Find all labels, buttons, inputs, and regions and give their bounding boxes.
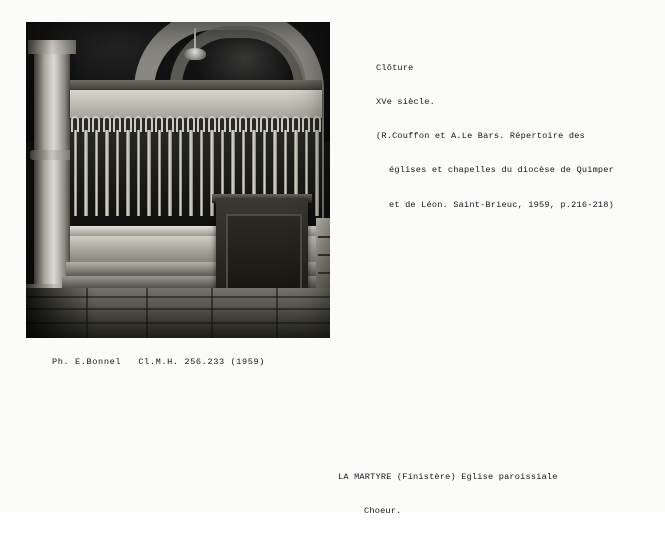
colonnette xyxy=(70,118,81,230)
pillar-ring xyxy=(30,150,74,160)
location-line: LA MARTYRE (Finistère) Eglise paroissiale xyxy=(338,471,558,482)
screen-cornice xyxy=(70,90,322,118)
colonnette xyxy=(154,118,165,230)
floor-shadow xyxy=(26,288,96,338)
colonnette xyxy=(144,118,155,230)
colonnette xyxy=(112,118,123,230)
note-title: Clôture xyxy=(376,62,414,73)
note-reference-line-3: et de Léon. Saint-Brieuc, 1959, p.216-218) xyxy=(389,199,614,210)
colonnette xyxy=(133,118,144,230)
choir-stall xyxy=(316,218,330,288)
note-reference-line-2: églises et chapelles du diocèse de Quimper xyxy=(389,165,614,176)
colonnette xyxy=(312,118,323,230)
note-reference-line-1: (R.Couffon et A.Le Bars. Répertoire des xyxy=(376,131,585,142)
hanging-lamp-cord xyxy=(194,28,196,50)
photo-credit-caption: Ph. E.Bonnel Cl.M.H. 256.233 (1959) xyxy=(52,357,266,367)
top-right-note xyxy=(376,40,614,234)
bottom-right-note xyxy=(338,449,558,540)
colonnette xyxy=(186,118,197,230)
colonnette xyxy=(196,118,207,230)
colonnette xyxy=(81,118,92,230)
colonnette xyxy=(91,118,102,230)
hanging-lamp-icon xyxy=(184,48,206,60)
photograph-image xyxy=(26,22,330,338)
note-date: XVe siècle. xyxy=(376,97,435,108)
choir-stall-line xyxy=(318,236,330,238)
colonnette xyxy=(102,118,113,230)
choir-stall-line xyxy=(318,272,330,274)
colonnette xyxy=(165,118,176,230)
colonnette xyxy=(123,118,134,230)
photograph xyxy=(26,22,330,338)
subject-line: Choeur. xyxy=(364,506,402,517)
colonnette xyxy=(175,118,186,230)
pillar-capital xyxy=(28,40,76,54)
choir-stall-line xyxy=(318,254,330,256)
